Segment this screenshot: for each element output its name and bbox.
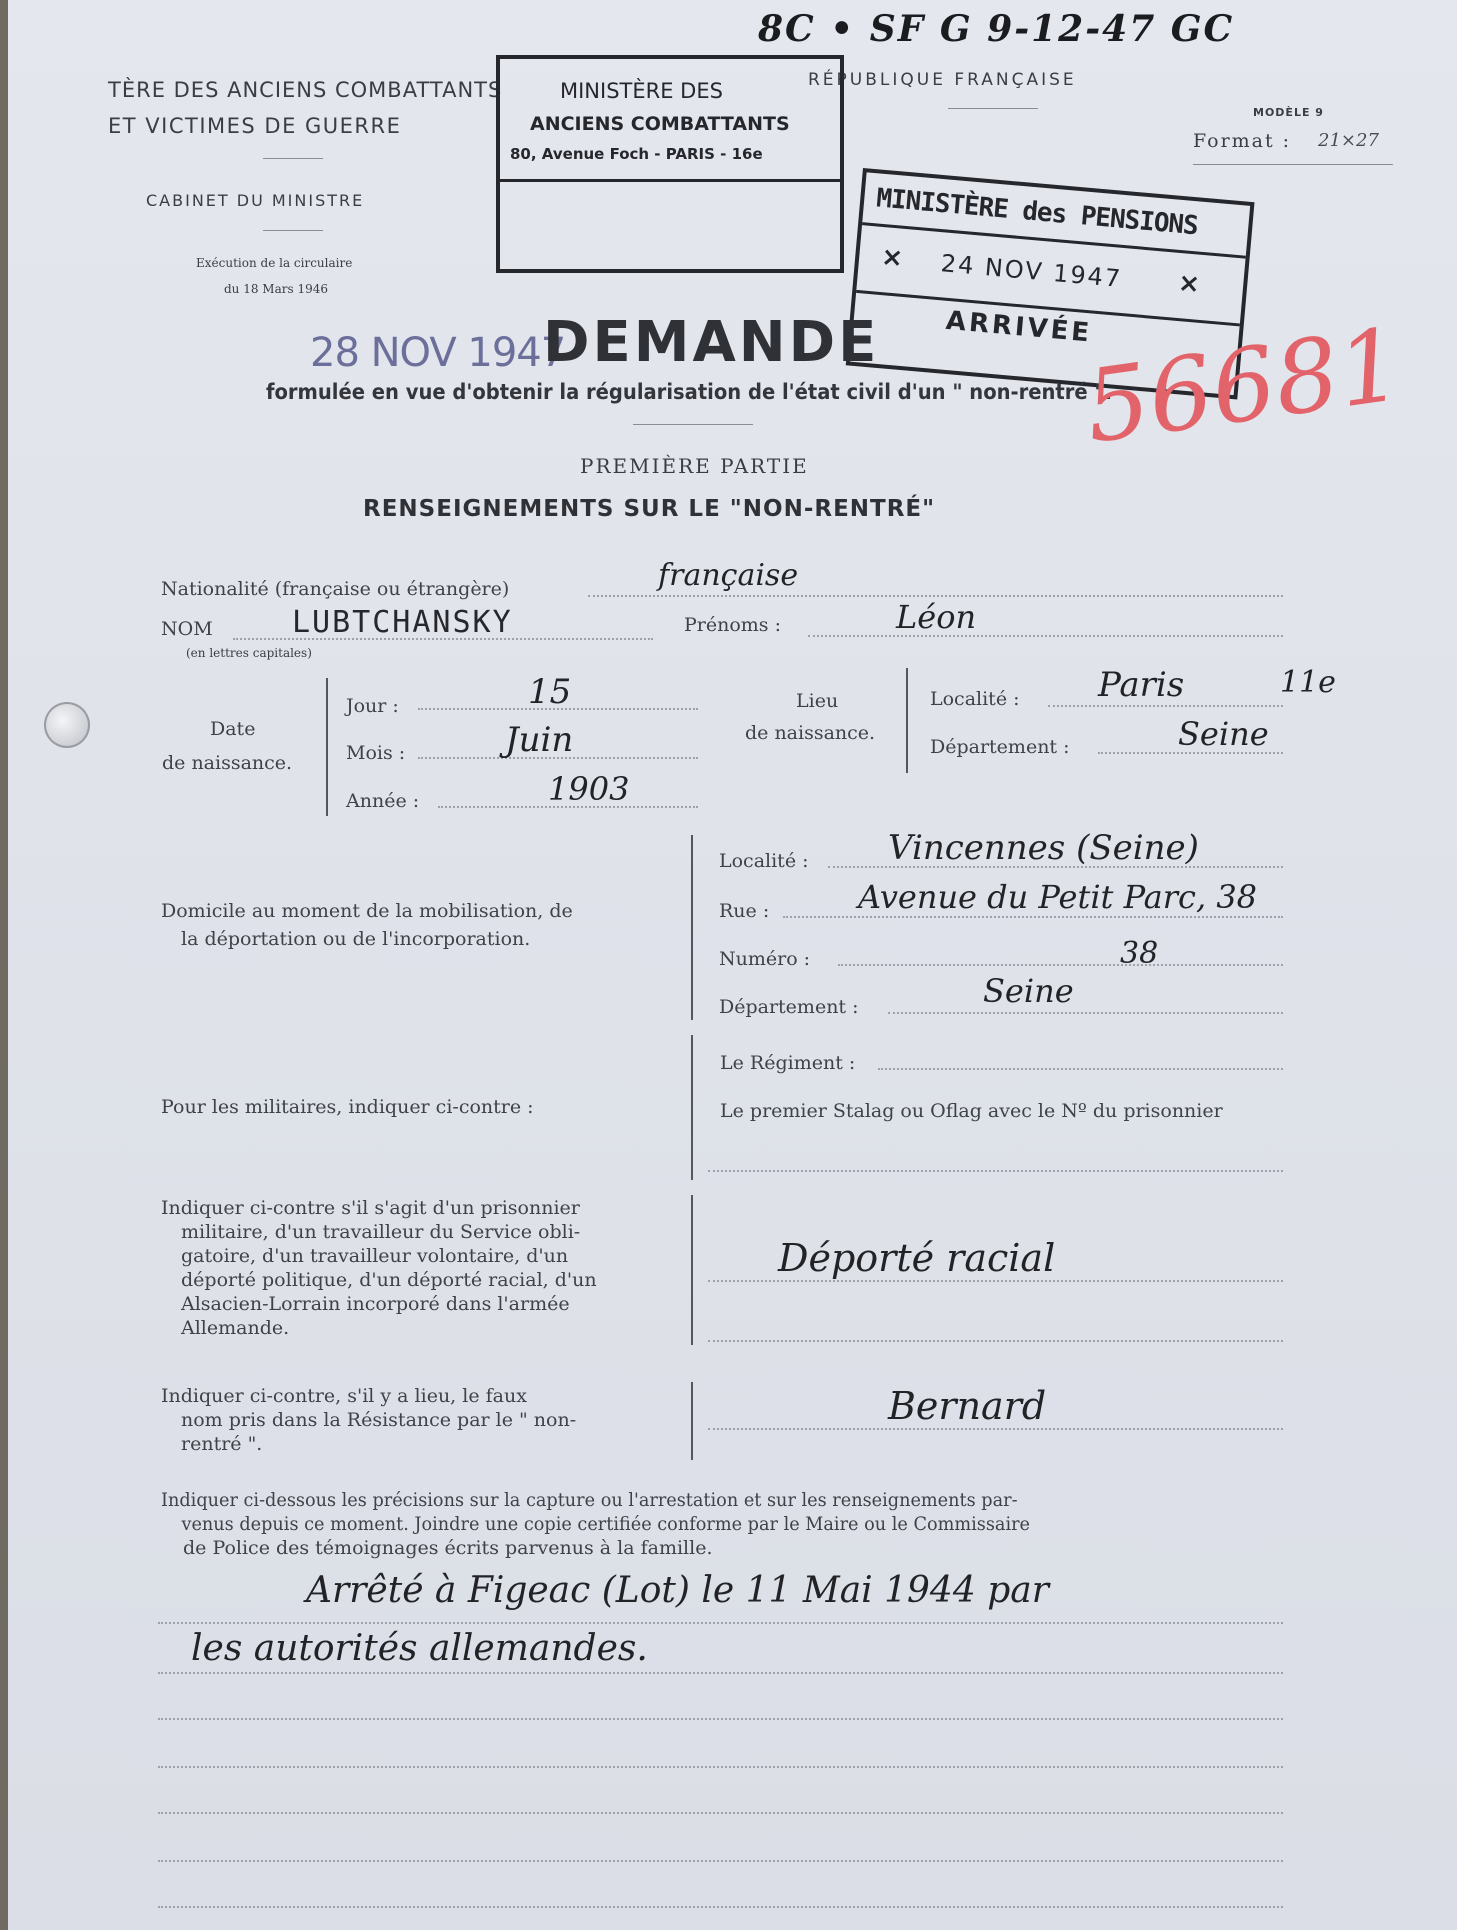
cabinet-label: CABINET DU MINISTRE (146, 191, 365, 210)
birth-date-label-1: Date (210, 718, 256, 740)
domicile-departement-line (888, 1012, 1283, 1014)
military-brace (691, 1035, 693, 1180)
category-line-a (708, 1280, 1283, 1282)
alias-line-3: rentré ". (181, 1433, 263, 1455)
domicile-numero-line (838, 964, 1283, 966)
category-brace (691, 1195, 693, 1345)
domicile-rue-label: Rue : (719, 900, 770, 922)
ministry-line-1: TÈRE DES ANCIENS COMBATTANTS (108, 78, 503, 102)
annee-value: 1903 (548, 770, 630, 808)
domicile-departement-label: Département : (719, 996, 859, 1018)
prenoms-value: Léon (896, 598, 977, 636)
pensions-stamp-title: MINISTÈRE des PENSIONS (875, 183, 1199, 242)
prenoms-label: Prénoms : (684, 614, 781, 636)
capture-line-2: venus depuis ce moment. Joindre une copie certifiée conforme par le Maire ou le Commissaire (181, 1513, 1031, 1535)
mois-label: Mois : (346, 742, 406, 764)
category-line-2: militaire, d'un travailleur du Service obli- (181, 1221, 581, 1243)
category-line-6: Allemande. (181, 1317, 290, 1339)
part-label: PREMIÈRE PARTIE (580, 454, 809, 478)
pensions-stamp-status: ARRIVÉE (944, 305, 1094, 349)
received-date-stamp: 28 NOV 1947 (310, 330, 566, 376)
nationality-label: Nationalité (française ou étrangère) (161, 578, 510, 600)
category-line-1: Indiquer ci-contre s'il s'agit d'un prisonnier (161, 1197, 580, 1219)
capture-line-e (158, 1812, 1283, 1814)
category-label (161, 1196, 681, 1340)
birth-localite-extra: 11e (1280, 665, 1336, 700)
mois-value: Juin (505, 720, 574, 760)
nom-note: (en lettres capitales) (186, 646, 312, 660)
nationality-line (588, 595, 1283, 597)
format-label: Format : (1193, 130, 1292, 152)
pensions-stamp-cross-right: × (1176, 267, 1202, 300)
capture-line-d (158, 1766, 1283, 1768)
regiment-line (878, 1068, 1283, 1070)
nom-label: NOM (161, 618, 213, 640)
regiment-label: Le Régiment : (720, 1052, 856, 1074)
capture-instructions (161, 1488, 1095, 1560)
birth-localite-line (1048, 705, 1283, 707)
stalag-line (708, 1170, 1283, 1172)
category-line-b (708, 1340, 1283, 1342)
birth-place-label-2: de naissance. (745, 722, 876, 744)
birth-localite-value: Paris (1098, 665, 1185, 705)
nationality-value: française (658, 558, 799, 593)
modele-label: MODÈLE 9 (1253, 106, 1324, 119)
header-rule-1 (263, 158, 323, 159)
alias-brace (691, 1382, 693, 1460)
alias-line-1: Indiquer ci-contre, s'il y a lieu, le faux (161, 1385, 527, 1407)
domicile-numero-value: 38 (1120, 936, 1159, 971)
pensions-stamp-cross-left: × (880, 241, 905, 274)
birth-place-brace (906, 668, 908, 773)
category-value: Déporté racial (778, 1236, 1056, 1280)
capture-line-g (158, 1906, 1283, 1908)
alias-line-2: nom pris dans la Résistance par le " non- (181, 1409, 577, 1431)
domicile-localite-label: Localité : (719, 850, 809, 872)
title-rule (633, 424, 753, 425)
birth-localite-label: Localité : (930, 688, 1020, 710)
domicile-departement-value: Seine (983, 972, 1074, 1010)
reference-number: 8C • SF G 9-12-47 GC (758, 8, 1235, 50)
format-value: 21×27 (1318, 130, 1379, 151)
document-subtitle: formulée en vue d'obtenir la régularisation de l'état civil d'un " non-rentré ". (266, 380, 1113, 404)
ministry-stamp-rule (500, 179, 840, 182)
ministry-stamp-line-3: 80, Avenue Foch - PARIS - 16e (510, 145, 763, 163)
ministry-stamp-line-2: ANCIENS COMBATTANTS (530, 113, 790, 135)
capture-line-a (158, 1622, 1283, 1624)
birth-date-brace (326, 678, 328, 816)
domicile-rue-value: Avenue du Petit Parc, 38 (858, 878, 1258, 916)
domicile-rue-line (783, 916, 1283, 918)
prenoms-line (808, 635, 1283, 637)
ministry-stamp-line-1: MINISTÈRE DES (560, 79, 723, 103)
section-title: RENSEIGNEMENTS SUR LE "NON-RENTRÉ" (363, 496, 936, 522)
domicile-label-1: Domicile au moment de la mobilisation, de (161, 900, 573, 922)
capture-line-c (158, 1718, 1283, 1720)
document-sheet (8, 0, 1457, 1930)
capture-line-f (158, 1860, 1283, 1862)
alias-value: Bernard (888, 1384, 1047, 1428)
military-label: Pour les militaires, indiquer ci-contre : (161, 1096, 534, 1118)
jour-value: 15 (528, 672, 572, 712)
capture-answer-line-2: les autorités allemandes. (191, 1628, 648, 1669)
stalag-label: Le premier Stalag ou Oflag avec le Nº du prisonnier (720, 1100, 1223, 1122)
category-line-4: déporté politique, d'un déporté racial, d'un (181, 1269, 597, 1291)
ministry-line-2: ET VICTIMES DE GUERRE (108, 114, 402, 138)
domicile-brace (691, 835, 693, 1020)
republic-rule (948, 108, 1038, 109)
capture-line-1: Indiquer ci-dessous les précisions sur la capture ou l'arrestation et sur les renseignements par- (161, 1489, 1018, 1511)
domicile-label-2: la déportation ou de l'incorporation. (181, 928, 531, 950)
birth-place-label-1: Lieu (796, 690, 839, 712)
red-register-number: 56681 (1078, 305, 1410, 466)
birth-date-label-2: de naissance. (162, 752, 293, 774)
birth-departement-label: Département : (930, 736, 1070, 758)
punch-hole (44, 702, 90, 748)
circular-line-1: Exécution de la circulaire (196, 256, 353, 270)
category-line-5: Alsacien-Lorrain incorporé dans l'armée (181, 1293, 570, 1315)
document-title: DEMANDE (543, 310, 880, 375)
header-rule-2 (263, 230, 323, 231)
alias-line (708, 1428, 1283, 1430)
format-rule (1193, 164, 1393, 165)
jour-label: Jour : (346, 695, 399, 717)
nom-line (233, 638, 653, 640)
domicile-localite-value: Vincennes (Seine) (888, 828, 1199, 868)
birth-departement-value: Seine (1178, 715, 1269, 753)
annee-label: Année : (346, 790, 420, 812)
republic-label: RÉPUBLIQUE FRANÇAISE (808, 70, 1077, 90)
domicile-numero-label: Numéro : (719, 948, 811, 970)
pensions-stamp-date: 24 NOV 1947 (939, 249, 1124, 293)
capture-line-b (158, 1672, 1283, 1674)
ministry-stamp (496, 55, 844, 273)
circular-line-2: du 18 Mars 1946 (224, 282, 328, 296)
alias-label (161, 1384, 681, 1456)
nom-value: LUBTCHANSKY (292, 605, 513, 640)
category-line-3: gatoire, d'un travailleur volontaire, d'un (181, 1245, 569, 1267)
capture-line-3: de Police des témoignages écrits parvenus à la famille. (183, 1537, 713, 1559)
capture-answer-line-1: Arrêté à Figeac (Lot) le 11 Mai 1944 par (306, 1570, 1049, 1611)
